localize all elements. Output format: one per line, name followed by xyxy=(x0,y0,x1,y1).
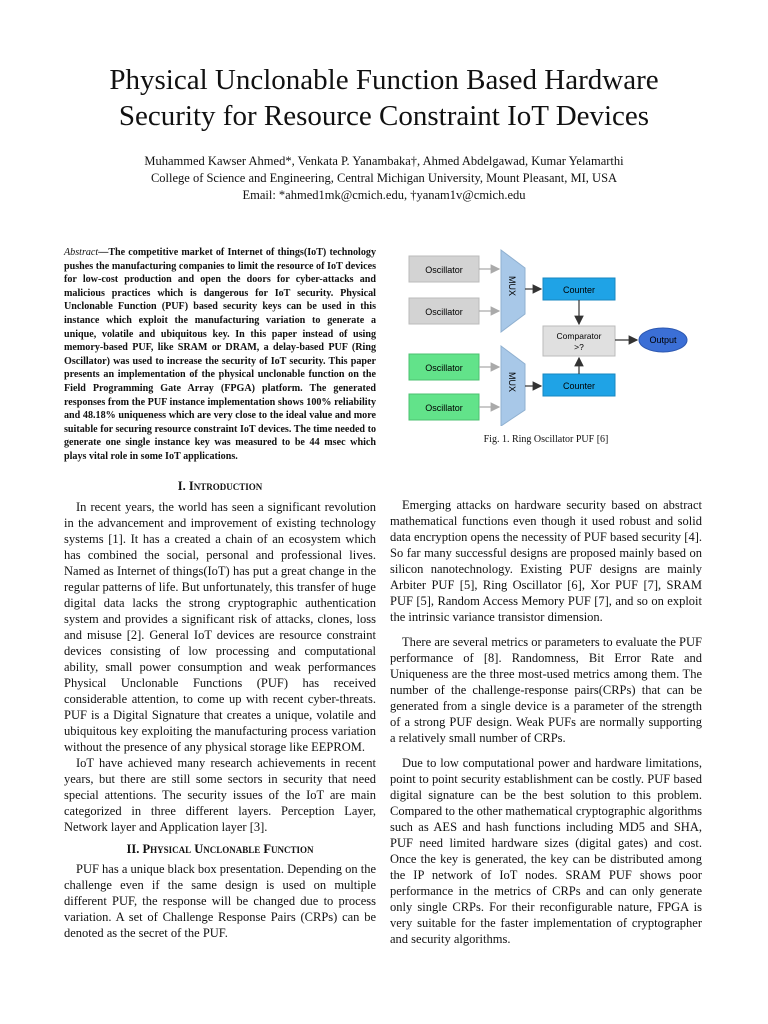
right-paragraph-1: Emerging attacks on hardware security based on abstract mathematical functions even though it used robust and solid data encryption opens the necessity of PUF based security [4]. So far many successful designs are proposed mainly based on silicon nanotechnology. Existing PUF designs are mainly Arbiter PUF [5], Ring Oscillator [6], Xor PUF [7], SRAM PUF [5], Random Access Memory PUF [7], and so on exploit the intrinsic variance transistor dimension. xyxy=(390,498,702,624)
title-line-1: Physical Unclonable Function Based Hardware xyxy=(109,64,659,96)
counter-label-2: Counter xyxy=(562,381,596,391)
intro-paragraph-2: IoT have achieved many research achievements in recent years, but there are still some sectors in security that need special attentions. The security issues of the IoT are main categorized in three different layers. Perception Layer, Network layer and Application layer [3]. xyxy=(64,756,376,834)
right-paragraph-3: Due to low computational power and hardware limitations, point to point security establishment can be costly. PUF based digital signature can be the best solution to this problem. Compared to the other mathematical cryptographic algorithms such as AES and hash functions including MD5 and SHA, PUF need limited hardware sizes (digital gates) and cost. Once the key is generated, the key can be distributed among the IP network of IoT nodes. SRAM PUF shows poor performance in the metrics of CRPs and can only generate only single CRPs. For their reconfigurable nature, FPGA is very suitable for the faster implementation of cryptographer and security algorithms. xyxy=(390,756,702,946)
abstract-lead: Abstract xyxy=(64,247,99,258)
counter-label-1: Counter xyxy=(562,285,596,295)
abstract-text: —The competitive market of Internet of things(IoT) technology pushes the manufacturing companies to limit the resource of IoT devices for low-cost production and open the doors for cyber-attacks and malicious practices which is dangerous for IoT security. Physical Unclonable Function (PUF) based security keys can be used in this instance which exploit the manufacturing variation to generate a unique, volatile and ubiquitous key. In this paper instead of using memory-based PUF, like SRAM or DRAM, a delay-based PUF (Ring Oscillator) was used to increase the security of IoT security. This paper presents an implementation of the physical unclonable function on the Field Programming Gate Array (FPGA) platform. The generated responses from the PUF instance implementation shows 100% reliability and 48.18% uniqueness which are very close to the ideal value and more suitable for securing resource constraint IoT devices. The time needed to generate one single instance key was measured to be 44 msec which plays vital role in some IoT applications. xyxy=(64,247,376,462)
author-names: Muhammed Kawser Ahmed*, Venkata P. Yanambaka†, Ahmed Abdelgawad, Kumar Yelamarthi xyxy=(144,154,624,168)
section-heading-introduction: I. Introduction xyxy=(177,479,263,493)
ring-oscillator-figure xyxy=(395,246,700,426)
abstract xyxy=(64,246,376,464)
section-heading-puf: II. Physical Unclonable Function xyxy=(126,842,314,856)
mux-label-2: MUX xyxy=(507,372,517,392)
puf-paragraph-1: PUF has a unique black box presentation. Depending on the challenge even if the same design is used on multiple different PUF, the response will be changed due to process variation. A set of Challenge Response Pairs (CRPs) can be denoted as the secret of the PUF. xyxy=(64,862,376,940)
left-column xyxy=(64,478,376,941)
comparator-symbol: >? xyxy=(574,342,584,352)
figure-caption: Fig. 1. Ring Oscillator PUF [6] xyxy=(483,434,609,445)
right-paragraph-2: There are several metrics or parameters to evaluate the PUF performance of [8]. Randomness, Bit Error Rate and Uniqueness are the three most-used metrics among them. The number of the challenge-response pairs(CRPs) that can be generated from a single device is a parameter of the strength of a strong PUF design. Weak PUFs are normally supporting a relatively small number of CRPs. xyxy=(390,635,702,745)
author-block xyxy=(0,153,768,204)
intro-paragraph-1: In recent years, the world has seen a significant revolution in the advancement and improvement of existing technology systems [1]. It has a created a chain of an ecosystem which has combined the social, personal and professional lives. Named as Internet of things(IoT) has put a great change in the regular patterns of life. But unfortunately, this transfer of huge digital data lacks the strong cryptographic authentication system and provides a significant risk of attacks, clones, loss and misuse [2]. General IoT devices are resource constraint devices consisting of low processing and computational ability, small power consumption and weak performances Physical Unclonable Functions (PUF) has received considerable attention, to come up with recent cyber-threats. PUF is a Digital Signature that creates a unique, volatile and ubiquitous key exploiting the manufacturing process variation without the presence of any physical storage like EEPROM. xyxy=(64,500,376,754)
author-affiliation: College of Science and Engineering, Central Michigan University, Mount Pleasant, MI, USA xyxy=(150,171,618,185)
right-column xyxy=(390,497,702,947)
oscillator-label-3: Oscillator xyxy=(425,363,463,373)
paper-title xyxy=(0,62,768,134)
oscillator-label-2: Oscillator xyxy=(425,307,463,317)
output-label: Output xyxy=(649,335,677,345)
author-email: Email: *ahmed1mk@cmich.edu, †yanam1v@cmich.edu xyxy=(242,188,526,202)
title-line-2: Security for Resource Constraint IoT Devices xyxy=(118,100,650,132)
mux-label-1: MUX xyxy=(507,276,517,296)
comparator-label: Comparator xyxy=(556,331,602,341)
oscillator-label-4: Oscillator xyxy=(425,403,463,413)
oscillator-label-1: Oscillator xyxy=(425,265,463,275)
